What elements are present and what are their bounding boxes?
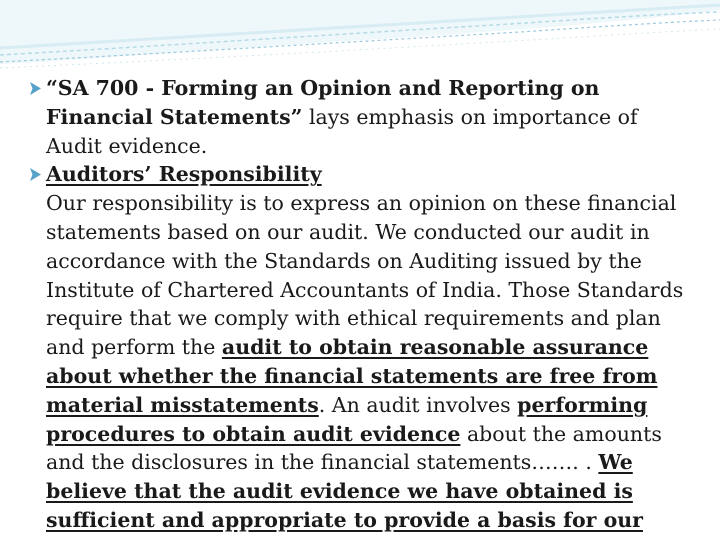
slide-content: [30, 74, 700, 535]
wave-graphic: [0, 0, 720, 78]
paragraph-text-3: about the amounts and the disclosures in the financial statements……. .: [46, 421, 662, 475]
paragraph-text-1: Our responsibility is to express an opinion on these financial statements based on our audit. We conducted our audit in accordance with the Standards on Auditing issued by the Institute of Chartered Accountants of India. Those Standards require that we comply with ethical requirements and plan and perform the: [46, 191, 684, 360]
responsibility-paragraph: [30, 189, 700, 535]
section-heading: Auditors’ Responsibility: [46, 162, 322, 187]
sa700-title: “SA 700 - Forming an Opinion and Reporting on Financial Statements”: [46, 76, 600, 129]
sa700-description: lays emphasis on importance of Audit evidence.: [46, 104, 638, 158]
emphasis-audit-procedures: performing procedures to obtain audit evidence: [46, 392, 648, 446]
bullet-auditors-responsibility: [30, 160, 700, 189]
emphasis-reasonable-assurance: audit to obtain reasonable assurance about whether the financial statements are free from material misstatements: [46, 335, 658, 417]
paragraph-text-2: . An audit involves: [318, 392, 518, 417]
emphasis-sufficient-evidence: We believe that the audit evidence we have obtained is sufficient and appropriate to provide a basis for our: [46, 450, 643, 532]
arrow-bullet-icon: [30, 168, 41, 181]
header-wave-decoration: [0, 0, 720, 78]
bullet-sa700: [30, 74, 700, 160]
arrow-bullet-icon: [30, 82, 41, 95]
